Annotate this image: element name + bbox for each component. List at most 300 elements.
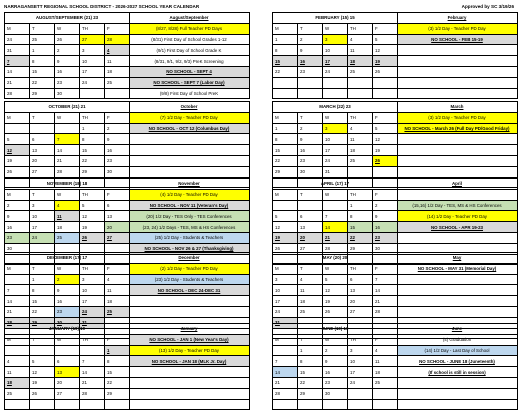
events-title: January [129, 324, 249, 335]
day-cell: 18 [348, 56, 373, 67]
day-cell: 4 [105, 274, 130, 285]
day-cell [348, 399, 373, 410]
day-cell: 11 [55, 211, 80, 222]
day-cell [298, 88, 323, 99]
day-cell: 25 [5, 388, 30, 399]
day-cell: 8 [30, 56, 55, 67]
day-cell: 15 [273, 145, 298, 156]
event-row [129, 166, 249, 177]
day-cell: 3 [323, 34, 348, 45]
event-row: NO SCHOOL - FEB 15-19 [397, 34, 517, 45]
day-cell: 21 [373, 296, 398, 307]
day-cell: 2 [298, 123, 323, 134]
week-row [5, 34, 130, 45]
event-row: NO SCHOOL - APR 19-23 [397, 222, 517, 233]
day-cell: 17 [323, 145, 348, 156]
event-row: NO SCHOOL - DEC 24-DEC 31 [129, 285, 249, 296]
day-cell: 2 [373, 200, 398, 211]
day-cell [373, 388, 398, 399]
day-cell: 28 [80, 388, 105, 399]
day-cell [298, 200, 323, 211]
day-cell: 19 [30, 377, 55, 388]
day-cell [273, 200, 298, 211]
day-cell [80, 88, 105, 99]
week-row [5, 274, 130, 285]
day-cell [30, 345, 55, 356]
event-row: (25) 1/2 Day - Students & Teachers [129, 232, 249, 243]
day-cell: 26 [323, 306, 348, 317]
day-cell: 12 [273, 222, 298, 233]
day-cell: 20 [348, 296, 373, 307]
day-cell [5, 399, 30, 410]
weekday-header: TH [80, 23, 105, 34]
weekday-header: TH [80, 189, 105, 200]
event-row [397, 134, 517, 145]
event-row [397, 285, 517, 296]
day-cell: 12 [30, 367, 55, 378]
week-row [5, 211, 130, 222]
event-row [129, 145, 249, 156]
day-cell: 27 [80, 34, 105, 45]
weekday-header: T [298, 263, 323, 274]
week-row [5, 377, 130, 388]
day-cell: 25 [348, 66, 373, 77]
day-cell: 23 [373, 232, 398, 243]
day-cell: 14 [373, 285, 398, 296]
day-cell: 22 [80, 155, 105, 166]
day-cell: 17 [273, 296, 298, 307]
day-cell: 4 [348, 123, 373, 134]
event-row: (9/8) First Day of School PreK [129, 88, 249, 99]
events-title: June [397, 324, 517, 335]
day-cell: 27 [30, 166, 55, 177]
events-title: August/September [129, 13, 249, 24]
day-cell: 13 [105, 211, 130, 222]
day-cell: 8 [105, 356, 130, 367]
weekday-header: W [323, 334, 348, 345]
day-cell: 7 [55, 134, 80, 145]
event-row: NO SCHOOL - JAN 1 (New Year's Day) [129, 334, 249, 345]
week-row [273, 200, 398, 211]
day-cell: 18 [105, 66, 130, 77]
approval-note: Approved by SC 3/19/26 [461, 4, 514, 9]
day-cell: 9 [298, 45, 323, 56]
day-cell: 25 [298, 306, 323, 317]
day-cell: 1 [30, 274, 55, 285]
weekday-header: W [323, 112, 348, 123]
month-title: MAY (20) 20 [273, 253, 398, 264]
event-row [129, 399, 249, 410]
month-title: OCTOBER (21) 21 [5, 102, 130, 113]
week-row [5, 296, 130, 307]
month-title: JANUARY (19) 19 [5, 324, 130, 335]
day-cell: 19 [5, 155, 30, 166]
event-row [397, 274, 517, 285]
day-cell: 7 [323, 211, 348, 222]
day-cell: 4 [105, 45, 130, 56]
day-cell: 9 [55, 56, 80, 67]
weekday-header: TH [348, 334, 373, 345]
weekday-header: T [298, 112, 323, 123]
event-row: NO SCHOOL - NOV 11 (Veteran's Day) [129, 200, 249, 211]
month-block [272, 323, 518, 397]
day-cell: 25 [30, 34, 55, 45]
weekday-header: W [55, 23, 80, 34]
events-list [129, 323, 250, 410]
day-cell [323, 200, 348, 211]
events-list [397, 12, 518, 99]
weekday-header: T [30, 334, 55, 345]
day-cell: 16 [55, 296, 80, 307]
month-grid [4, 323, 130, 410]
week-row [5, 56, 130, 67]
day-cell: 16 [373, 222, 398, 233]
day-cell: 10 [80, 285, 105, 296]
day-cell: 27 [55, 388, 80, 399]
day-cell: 9 [373, 211, 398, 222]
day-cell: 11 [348, 134, 373, 145]
day-cell: 26 [373, 66, 398, 77]
day-cell: 26 [80, 232, 105, 243]
day-cell: 21 [80, 377, 105, 388]
event-row [397, 189, 517, 200]
day-cell: 6 [30, 134, 55, 145]
day-cell: 31 [80, 317, 105, 328]
day-cell [55, 345, 80, 356]
weekday-header: TH [80, 334, 105, 345]
events-title: October [129, 102, 249, 113]
day-cell: 10 [80, 56, 105, 67]
week-row [5, 66, 130, 77]
weekday-header: W [323, 23, 348, 34]
day-cell: 16 [55, 66, 80, 77]
day-cell: 29 [105, 388, 130, 399]
week-row [273, 232, 398, 243]
weekday-header: T [30, 189, 55, 200]
day-cell: 24 [30, 232, 55, 243]
day-cell: 3 [30, 200, 55, 211]
day-cell: 25 [348, 155, 373, 166]
day-cell [298, 77, 323, 88]
day-cell [348, 166, 373, 177]
day-cell: 1 [298, 345, 323, 356]
event-row: NO SCHOOL - NOV 26 & 27 (Thanksgiving) [129, 243, 249, 254]
event-row: (If school is still in session) [397, 367, 517, 378]
day-cell [348, 77, 373, 88]
day-cell: 26 [55, 34, 80, 45]
day-cell: 29 [298, 388, 323, 399]
event-row [397, 56, 517, 67]
day-cell: 16 [298, 145, 323, 156]
day-cell: 5 [30, 356, 55, 367]
day-cell: 29 [30, 317, 55, 328]
day-cell: 7 [373, 274, 398, 285]
day-cell: 2 [55, 45, 80, 56]
weekday-header: F [105, 189, 130, 200]
week-row [273, 155, 398, 166]
day-cell: 23 [298, 66, 323, 77]
weekday-header: M [273, 112, 298, 123]
month-block [4, 252, 250, 326]
day-cell: 30 [55, 317, 80, 328]
day-cell: 25 [105, 306, 130, 317]
day-cell: 6 [348, 274, 373, 285]
day-cell: 19 [80, 222, 105, 233]
day-cell: 4 [348, 34, 373, 45]
day-cell: 12 [373, 45, 398, 56]
week-row [273, 388, 398, 399]
day-cell: 13 [298, 222, 323, 233]
district-title: NARRAGANSETT REGIONAL SCHOOL DISTRICT - 2026-2027 SCHOOL YEAR CALENDAR [4, 4, 200, 9]
day-cell: 28 [5, 88, 30, 99]
weekday-header: F [105, 23, 130, 34]
day-cell: 16 [5, 222, 30, 233]
events-title: May [397, 253, 517, 264]
day-cell: 20 [55, 377, 80, 388]
event-row [129, 388, 249, 399]
event-row [397, 155, 517, 166]
day-cell: 31 [323, 166, 348, 177]
day-cell: 2 [105, 123, 130, 134]
event-row: NO SCHOOL - JUNE 18 (Juneteenth) [397, 356, 517, 367]
week-row [273, 211, 398, 222]
day-cell: 19 [373, 56, 398, 67]
week-row [273, 45, 398, 56]
events-title: April [397, 179, 517, 190]
day-cell: 8 [30, 285, 55, 296]
weekday-header: TH [348, 189, 373, 200]
day-cell: 17 [80, 296, 105, 307]
day-cell: 7 [5, 56, 30, 67]
event-row [129, 155, 249, 166]
day-cell: 30 [5, 243, 30, 254]
day-cell: 3 [348, 345, 373, 356]
day-cell [323, 88, 348, 99]
event-row: (15,16) 1/2 Day - TES, MS & HS Conferences [397, 200, 517, 211]
day-cell: 13 [55, 367, 80, 378]
weekday-header: F [373, 23, 398, 34]
day-cell: 22 [298, 377, 323, 388]
day-cell: 26 [30, 388, 55, 399]
day-cell: 21 [55, 155, 80, 166]
week-row [5, 166, 130, 177]
day-cell [55, 123, 80, 134]
day-cell: 14 [323, 222, 348, 233]
day-cell: 26 [5, 166, 30, 177]
day-cell: 14 [55, 145, 80, 156]
day-cell: 21 [323, 232, 348, 243]
day-cell [323, 399, 348, 410]
event-row: NO SCHOOL - JAN 18 (MLK Jr. Day) [129, 356, 249, 367]
day-cell: 20 [30, 155, 55, 166]
event-row: (14) 1/2 Day - Last Day of School [397, 345, 517, 356]
day-cell: 24 [80, 306, 105, 317]
weekday-header: TH [348, 23, 373, 34]
day-cell: 7 [273, 356, 298, 367]
week-row [273, 66, 398, 77]
event-row [397, 377, 517, 388]
events-list [397, 323, 518, 410]
day-cell: 18 [298, 296, 323, 307]
day-cell: 11 [298, 285, 323, 296]
event-row [397, 88, 517, 99]
day-cell: 23 [55, 77, 80, 88]
day-cell: 4 [373, 345, 398, 356]
week-row [5, 356, 130, 367]
day-cell: 28 [323, 243, 348, 254]
day-cell [348, 88, 373, 99]
day-cell: 12 [80, 211, 105, 222]
month-grid [272, 12, 398, 99]
event-row [397, 145, 517, 156]
weekday-header: F [373, 112, 398, 123]
event-row [397, 399, 517, 410]
day-cell: 27 [105, 232, 130, 243]
week-row [273, 345, 398, 356]
day-cell: 23 [323, 377, 348, 388]
day-cell: 4 [55, 200, 80, 211]
weekday-header: M [5, 334, 30, 345]
day-cell: 17 [80, 66, 105, 77]
weekday-header: W [323, 263, 348, 274]
events-title: February [397, 13, 517, 24]
day-cell: 10 [30, 211, 55, 222]
day-cell: 6 [105, 200, 130, 211]
day-cell: 6 [298, 211, 323, 222]
day-cell: 8 [298, 356, 323, 367]
day-cell: 17 [323, 56, 348, 67]
event-row [397, 66, 517, 77]
month-block [4, 178, 250, 252]
month-block [272, 178, 518, 252]
day-cell: 31 [5, 45, 30, 56]
day-cell: 18 [5, 377, 30, 388]
day-cell: 23 [105, 155, 130, 166]
day-cell: 16 [105, 145, 130, 156]
day-cell: 23 [55, 306, 80, 317]
weekday-header: T [30, 112, 55, 123]
day-cell: 14 [5, 66, 30, 77]
day-cell: 27 [298, 243, 323, 254]
day-cell: 27 [348, 306, 373, 317]
day-cell: 19 [323, 296, 348, 307]
month-title: DECEMBER (17) 17 [5, 253, 130, 264]
day-cell: 1 [80, 123, 105, 134]
week-row [273, 56, 398, 67]
day-cell: 26 [373, 155, 398, 166]
day-cell [373, 166, 398, 177]
event-row [129, 134, 249, 145]
day-cell: 8 [273, 45, 298, 56]
day-cell: 12 [5, 145, 30, 156]
event-row [397, 166, 517, 177]
day-cell: 5 [373, 123, 398, 134]
events-list [397, 101, 518, 188]
month-block [4, 101, 250, 175]
event-row: (23) 1/2 Day - Students & Teachers [129, 274, 249, 285]
day-cell: 9 [298, 134, 323, 145]
day-cell: 11 [105, 56, 130, 67]
day-cell: 4 [298, 274, 323, 285]
day-cell: 17 [30, 222, 55, 233]
week-row [5, 77, 130, 88]
week-row [5, 367, 130, 378]
day-cell: 31 [273, 317, 298, 328]
day-cell: 2 [5, 200, 30, 211]
event-row [129, 377, 249, 388]
day-cell: 30 [298, 166, 323, 177]
month-title: FEBRUARY (15) 15 [273, 13, 398, 24]
day-cell: 7 [5, 285, 30, 296]
event-row: (4) Graduation [397, 334, 517, 345]
event-row: NO SCHOOL - SEPT 7 (Labor Day) [129, 77, 249, 88]
week-row [273, 377, 398, 388]
day-cell: 22 [273, 66, 298, 77]
day-cell: 28 [373, 306, 398, 317]
weekday-header: TH [80, 263, 105, 274]
day-cell: 24 [323, 66, 348, 77]
day-cell: 3 [80, 274, 105, 285]
day-cell: 1 [273, 34, 298, 45]
day-cell: 30 [373, 243, 398, 254]
day-cell: 21 [273, 377, 298, 388]
day-cell: 8 [273, 134, 298, 145]
day-cell [373, 77, 398, 88]
day-cell: 2 [323, 345, 348, 356]
day-cell: 7 [80, 356, 105, 367]
day-cell: 19 [373, 145, 398, 156]
month-title: AUGUST/SEPTEMBER (21) 23 [5, 13, 130, 24]
weekday-header: M [5, 189, 30, 200]
event-row: (14) 1/2 Day - Teacher PD Day [397, 211, 517, 222]
day-cell: 15 [273, 56, 298, 67]
weekday-header: F [373, 263, 398, 274]
month-title: APRIL (17) 17 [273, 179, 398, 190]
week-row [273, 123, 398, 134]
day-cell: 6 [55, 356, 80, 367]
day-cell: 25 [105, 77, 130, 88]
day-cell: 16 [323, 367, 348, 378]
day-cell [5, 274, 30, 285]
day-cell: 22 [30, 306, 55, 317]
day-cell: 11 [105, 285, 130, 296]
day-cell: 15 [105, 367, 130, 378]
event-row: (8/27, 8/28) Full Teacher PD Days [129, 23, 249, 34]
month-title: JUNE (10) 10 [273, 324, 398, 335]
event-row [397, 388, 517, 399]
day-cell: 15 [30, 296, 55, 307]
day-cell: 26 [273, 243, 298, 254]
day-cell [30, 399, 55, 410]
day-cell: 1 [348, 200, 373, 211]
week-row [273, 134, 398, 145]
month-grid [4, 12, 130, 99]
day-cell: 22 [30, 77, 55, 88]
weekday-header: M [273, 23, 298, 34]
event-row [129, 296, 249, 307]
day-cell: 23 [298, 155, 323, 166]
weekday-header: T [30, 263, 55, 274]
week-row [5, 222, 130, 233]
weekday-header: F [105, 334, 130, 345]
event-row [397, 306, 517, 317]
weekday-header: W [55, 189, 80, 200]
weekday-header: T [298, 23, 323, 34]
month-block [272, 12, 518, 81]
week-row [5, 399, 130, 410]
week-row [5, 345, 130, 356]
event-row: (13) 1/2 Day - Teacher PD Day [129, 345, 249, 356]
